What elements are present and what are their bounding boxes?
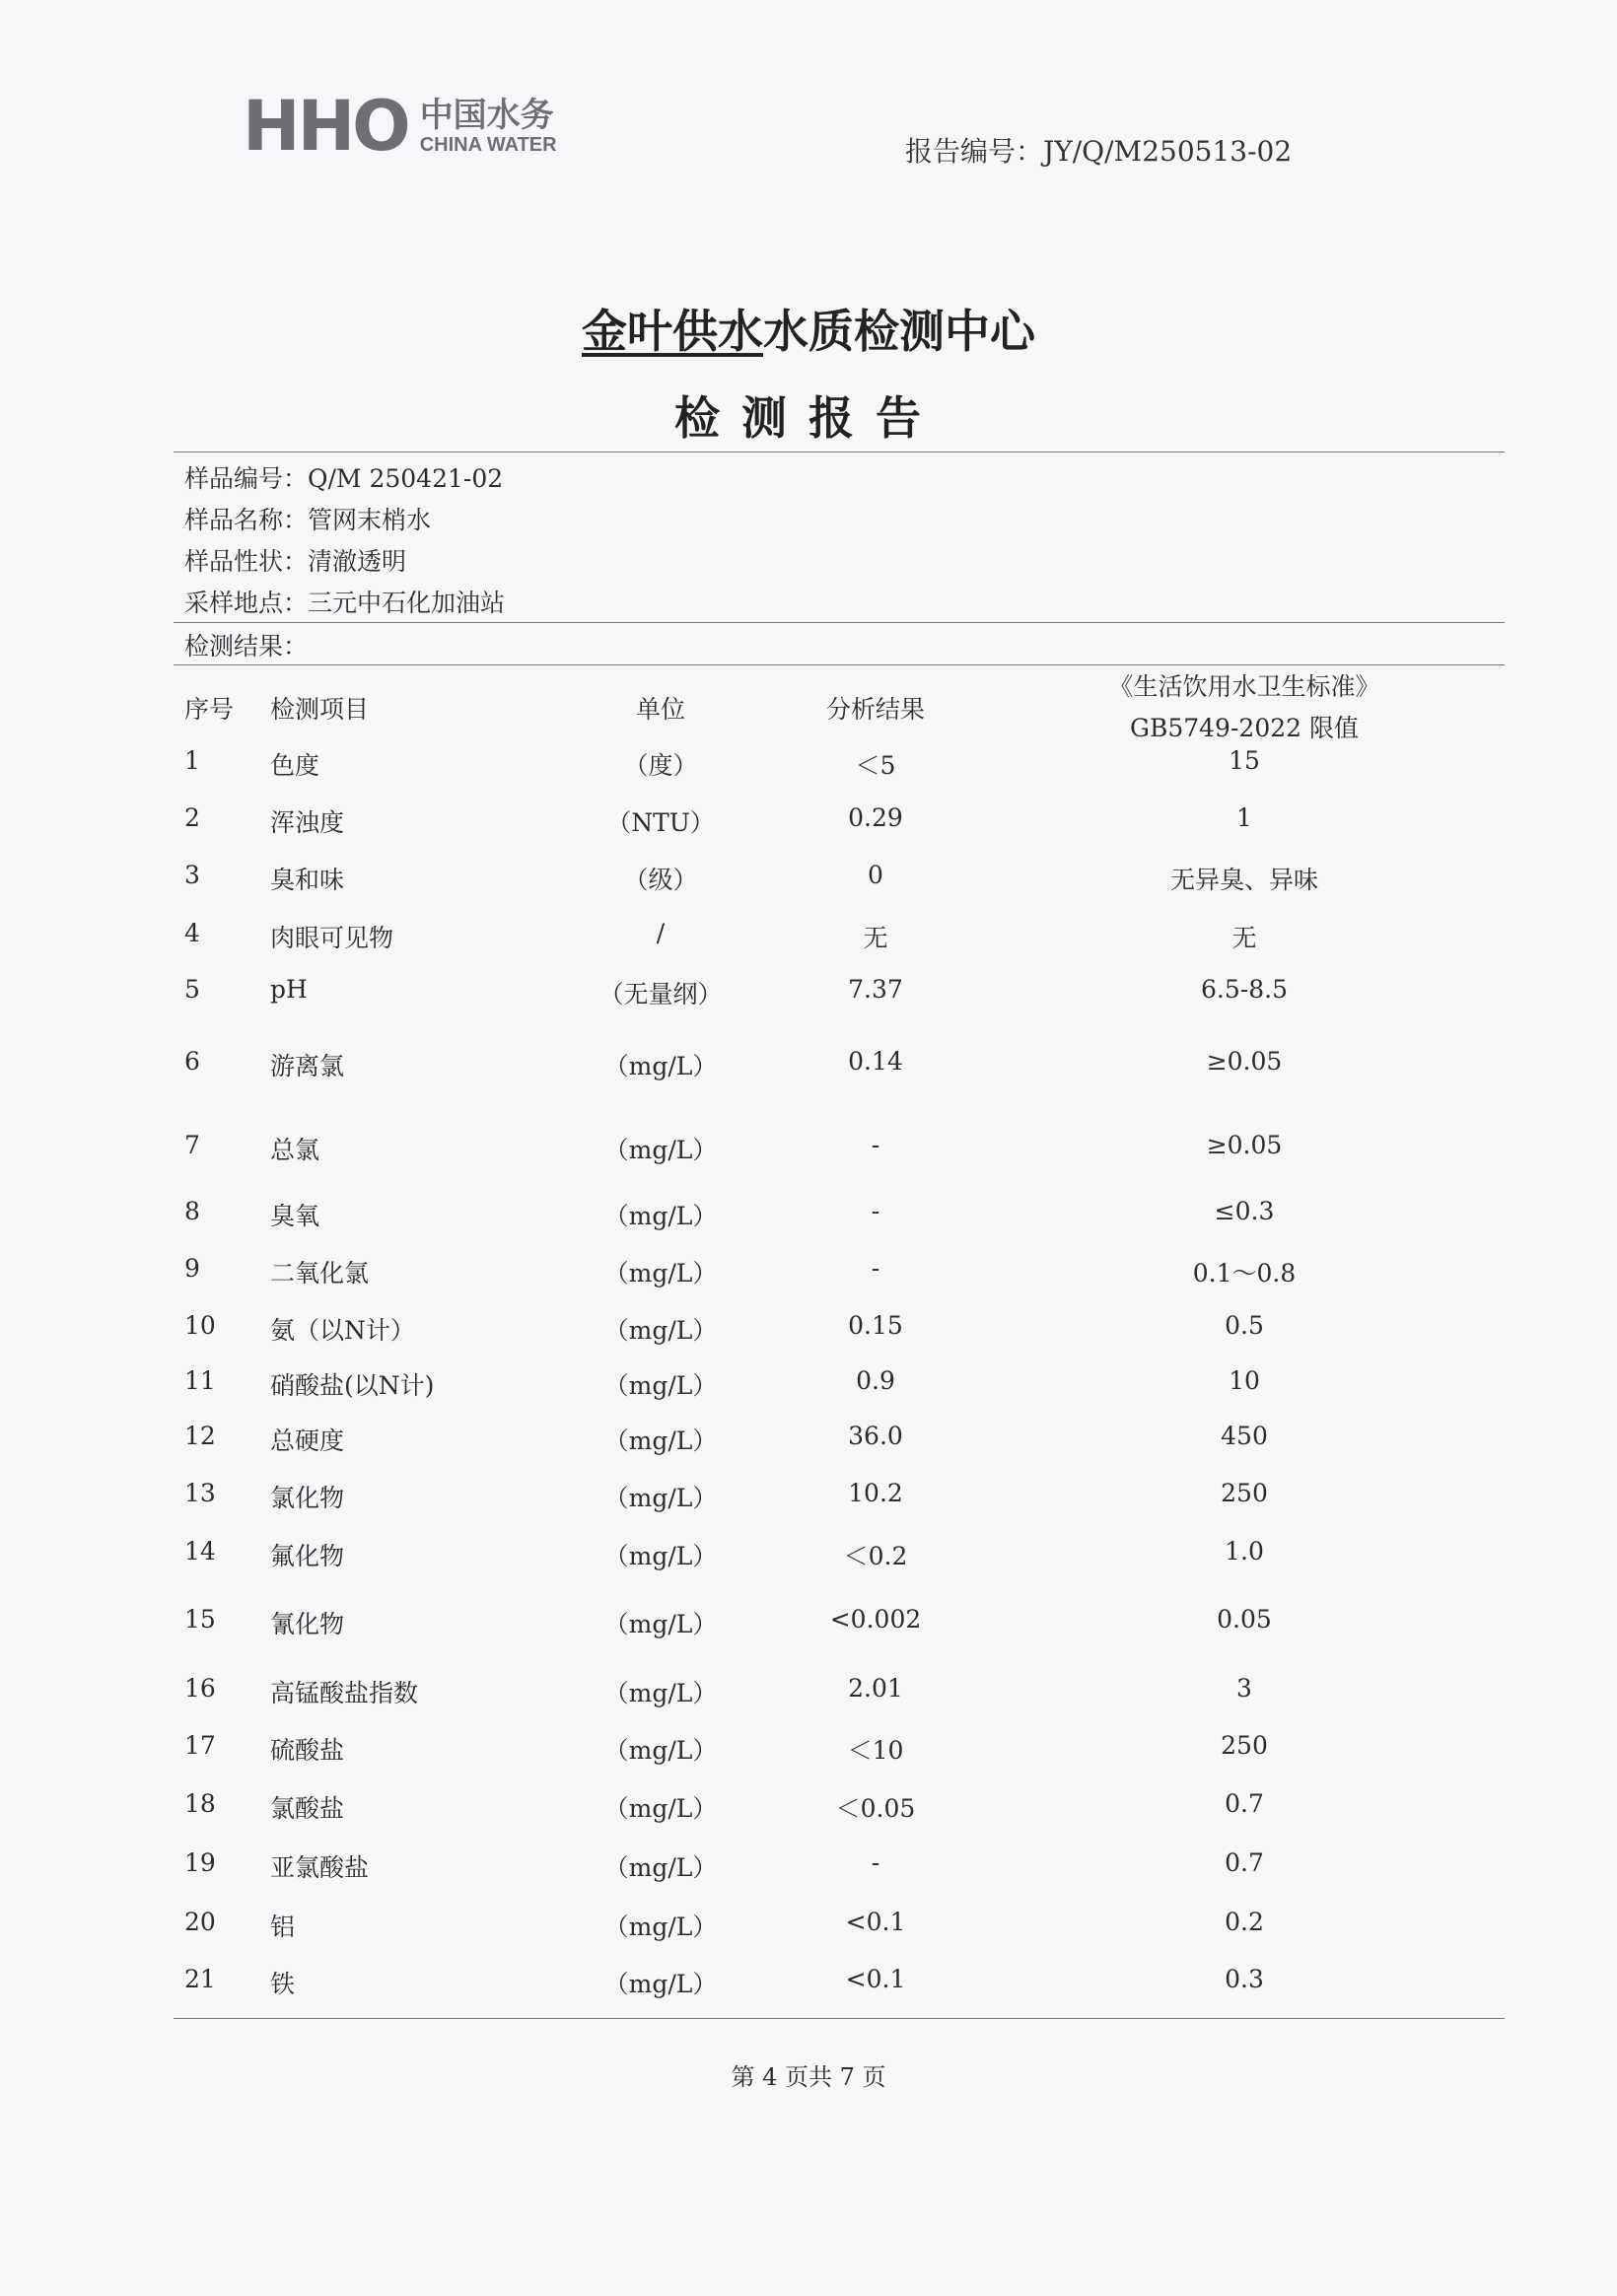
cell-unit: （mg/L） (603, 1426, 718, 1455)
organization-title (0, 296, 1617, 361)
header-item: 检测项目 (270, 695, 370, 724)
results-label: 检测结果： (184, 632, 309, 661)
cell-no: 20 (184, 1908, 216, 1936)
cell-limit: 0.05 (1217, 1605, 1272, 1634)
cell-unit: （mg/L） (603, 1610, 718, 1638)
cell-item: 二氧化氯 (270, 1259, 370, 1287)
cell-unit: （级） (623, 866, 698, 894)
cell-item: 氯酸盐 (270, 1794, 345, 1823)
cell-unit: （mg/L） (603, 1484, 718, 1512)
cell-unit: （mg/L） (603, 1679, 718, 1707)
cell-result: ＜10 (847, 1736, 904, 1765)
cell-no: 7 (184, 1131, 200, 1159)
cell-item: 臭氧 (270, 1202, 320, 1230)
cell-no: 18 (184, 1789, 216, 1818)
cell-result: - (871, 1131, 880, 1159)
cell-result: 10.2 (848, 1479, 903, 1507)
cell-result: ＜0.2 (843, 1542, 908, 1570)
cell-result: 36.0 (848, 1422, 903, 1450)
cell-item: 氨（以N计） (270, 1316, 415, 1345)
cell-limit: 0.3 (1225, 1965, 1264, 1993)
sample-name: 样品名称：管网末梢水 (184, 506, 432, 534)
sample-number: 样品编号：Q/M 250421-02 (184, 464, 504, 493)
cell-item: 色度 (270, 751, 320, 780)
cell-no: 8 (184, 1197, 200, 1225)
cell-unit: （mg/L） (603, 1259, 718, 1287)
header-standard (1047, 666, 1441, 749)
cell-limit: 450 (1221, 1422, 1268, 1450)
cell-item: 氰化物 (270, 1610, 345, 1638)
china-water-logo (243, 86, 557, 167)
cell-item: 总氯 (270, 1136, 320, 1164)
cell-unit: （mg/L） (603, 1736, 718, 1765)
document-title: 检测报告 (674, 391, 943, 445)
cell-unit: （mg/L） (603, 1316, 718, 1345)
cell-item: pH (270, 975, 308, 1004)
page-footer: 第 4 页共 7 页 (731, 2063, 886, 2091)
cell-limit: 无异臭、异味 (1169, 866, 1318, 894)
cell-no: 2 (184, 803, 200, 832)
divider-info (174, 622, 1505, 623)
organization-title-rest: 水质检测中心 (763, 305, 1035, 358)
cell-result: 0.14 (848, 1047, 903, 1076)
cell-no: 19 (184, 1848, 216, 1877)
divider-results (174, 664, 1505, 665)
cell-unit: （mg/L） (603, 1913, 718, 1941)
cell-item: 游离氯 (270, 1052, 345, 1080)
cell-unit: （无量纲） (598, 980, 723, 1009)
cell-result: 无 (863, 924, 888, 952)
organization-title-underlined: 金叶供水 (582, 305, 763, 358)
header-standard-line2: GB5749-2022 限值 (1130, 714, 1359, 742)
cell-unit: / (656, 919, 666, 947)
cell-item: 肉眼可见物 (270, 924, 394, 952)
cell-limit: ≤0.3 (1214, 1197, 1275, 1225)
cell-limit: 3 (1236, 1674, 1252, 1703)
cell-no: 3 (184, 861, 200, 889)
cell-no: 11 (184, 1366, 216, 1395)
cell-unit: （度） (623, 751, 698, 780)
cell-limit: 250 (1221, 1731, 1268, 1760)
cell-limit: 0.7 (1225, 1848, 1264, 1877)
header-unit: 单位 (635, 695, 685, 724)
cell-result: ＜0.05 (835, 1794, 916, 1823)
logo-cn: 中国水务 (419, 96, 554, 135)
cell-result: - (871, 1197, 880, 1225)
logo-mark: HHO (243, 86, 408, 167)
cell-no: 12 (184, 1422, 216, 1450)
cell-result: - (871, 1254, 880, 1283)
cell-no: 1 (184, 746, 200, 775)
cell-result: ＜5 (855, 751, 896, 780)
header-result: 分析结果 (825, 695, 925, 724)
cell-result: <0.1 (845, 1965, 906, 1993)
cell-limit: 10 (1229, 1366, 1260, 1395)
cell-limit: 1.0 (1225, 1537, 1264, 1565)
cell-result: 0.29 (848, 803, 903, 832)
divider-bottom (174, 2018, 1505, 2019)
cell-no: 16 (184, 1674, 216, 1703)
cell-unit: （mg/L） (603, 1052, 718, 1080)
cell-item: 亚氯酸盐 (270, 1853, 370, 1882)
cell-unit: （mg/L） (603, 1371, 718, 1400)
cell-no: 14 (184, 1537, 216, 1565)
header-standard-line1: 《生活饮用水卫生标准》 (1108, 672, 1380, 701)
cell-result: 0.9 (856, 1366, 895, 1395)
cell-no: 15 (184, 1605, 216, 1634)
cell-no: 4 (184, 919, 200, 947)
cell-result: 0.15 (848, 1311, 903, 1340)
cell-unit: （mg/L） (603, 1136, 718, 1164)
cell-no: 17 (184, 1731, 216, 1760)
cell-no: 9 (184, 1254, 200, 1283)
cell-no: 6 (184, 1047, 200, 1076)
header-no: 序号 (184, 695, 235, 724)
cell-item: 铁 (270, 1970, 296, 1998)
cell-unit: （mg/L） (603, 1970, 718, 1998)
cell-limit: ≥0.05 (1206, 1047, 1283, 1076)
cell-limit: 0.1～0.8 (1192, 1259, 1297, 1287)
cell-limit: 0.7 (1225, 1789, 1264, 1818)
cell-result: 2.01 (848, 1674, 903, 1703)
cell-limit: 0.2 (1225, 1908, 1264, 1936)
cell-item: 臭和味 (270, 866, 345, 894)
cell-result: 7.37 (848, 975, 903, 1004)
cell-limit: 1 (1236, 803, 1252, 832)
cell-unit: （mg/L） (603, 1542, 718, 1570)
cell-unit: （mg/L） (603, 1794, 718, 1823)
logo-text (420, 97, 557, 156)
cell-no: 21 (184, 1965, 216, 1993)
cell-no: 10 (184, 1311, 216, 1340)
logo-en: CHINA WATER (419, 134, 557, 156)
cell-unit: （mg/L） (603, 1202, 718, 1230)
cell-item: 浑浊度 (270, 808, 345, 837)
cell-unit: （mg/L） (603, 1853, 718, 1882)
cell-item: 硫酸盐 (270, 1736, 345, 1765)
cell-unit: （NTU） (606, 808, 715, 837)
cell-result: <0.1 (845, 1908, 906, 1936)
cell-limit: 15 (1229, 746, 1260, 775)
cell-limit: 无 (1231, 924, 1257, 952)
cell-limit: 0.5 (1225, 1311, 1264, 1340)
cell-result: 0 (868, 861, 883, 889)
cell-item: 高锰酸盐指数 (270, 1679, 419, 1707)
cell-no: 5 (184, 975, 200, 1004)
cell-item: 总硬度 (270, 1426, 345, 1455)
sampling-location: 采样地点：三元中石化加油站 (184, 589, 506, 617)
cell-limit: 6.5-8.5 (1201, 975, 1288, 1004)
cell-limit: 250 (1221, 1479, 1268, 1507)
cell-no: 13 (184, 1479, 216, 1507)
cell-result: <0.002 (829, 1605, 922, 1634)
report-number: 报告编号：JY/Q/M250513-02 (905, 135, 1293, 168)
cell-item: 氟化物 (270, 1542, 345, 1570)
cell-result: - (871, 1848, 880, 1877)
cell-item: 硝酸盐(以N计) (270, 1371, 435, 1400)
cell-item: 氯化物 (270, 1484, 345, 1512)
sample-appearance: 样品性状：清澈透明 (184, 547, 407, 576)
cell-item: 铝 (270, 1913, 296, 1941)
cell-limit: ≥0.05 (1206, 1131, 1283, 1159)
